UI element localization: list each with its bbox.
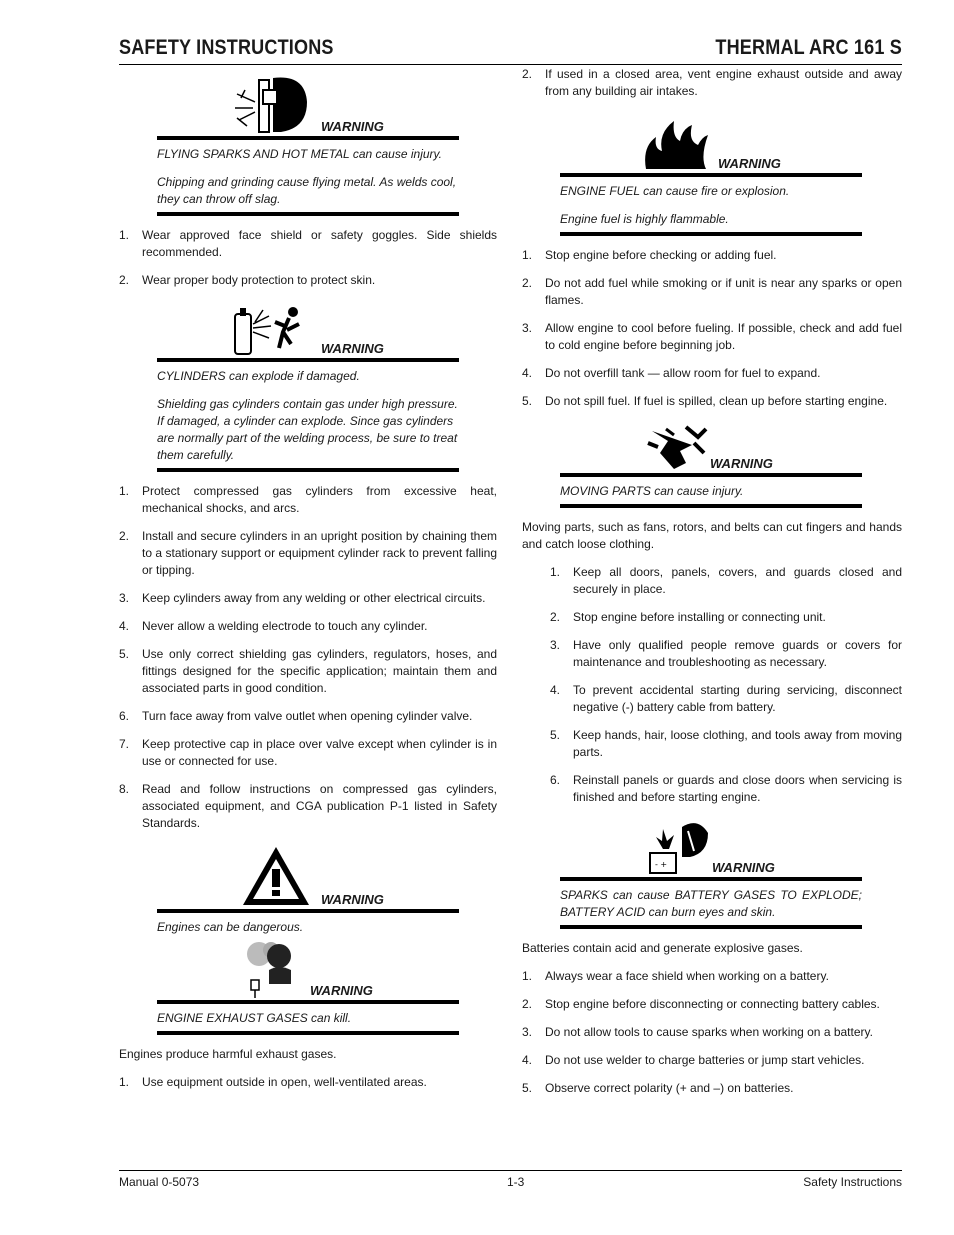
warning-bottom-rule bbox=[560, 925, 862, 929]
page-footer bbox=[119, 1170, 902, 1201]
moving-parts-intro: Moving parts, such as fans, rotors, and belts can cut fingers and hands and catch loose clothing. bbox=[522, 520, 902, 551]
warning-block-cylinders bbox=[157, 300, 459, 472]
list-item: 8. Read and follow instructions on compressed gas cylinders, associated equipment, and CGA publication P-1 listed in Safety Standards. bbox=[119, 782, 497, 830]
list-item: 5. Observe correct polarity (+ and –) on batteries. bbox=[522, 1081, 794, 1095]
list-item: 4. To prevent accidental starting during servicing, disconnect negative (-) battery cable from battery. bbox=[550, 683, 902, 714]
warning-bottom-rule bbox=[157, 468, 459, 472]
exhaust-intro: Engines produce harmful exhaust gases. bbox=[119, 1047, 337, 1061]
warning-bottom-rule bbox=[157, 212, 459, 216]
gas-cylinder-explosion-icon bbox=[233, 304, 313, 356]
page-header bbox=[119, 34, 902, 65]
list-item: 4. Do not overfill tank — allow room for fuel to expand. bbox=[522, 366, 821, 380]
list-item: 1. Keep all doors, panels, covers, and guards closed and securely in place. bbox=[550, 565, 902, 596]
warning-detail: Shielding gas cylinders contain gas under high pressure. If damaged, a cylinder can explode. Since gas cylinders are normally part of the welding process, be sure to treat them carefully. bbox=[157, 397, 458, 462]
warning-text bbox=[157, 913, 459, 940]
warning-headline: FLYING SPARKS AND HOT METAL can cause injury. bbox=[157, 147, 442, 161]
list-item: 3. Keep cylinders away from any welding or other electrical circuits. bbox=[119, 591, 486, 605]
warning-label: WARNING bbox=[718, 156, 781, 171]
warning-block-fuel bbox=[560, 111, 862, 236]
exhaust-gas-icon bbox=[243, 942, 303, 998]
exhaust-instructions-list bbox=[119, 1074, 497, 1091]
warning-block-battery bbox=[560, 817, 862, 929]
warning-headline: SPARKS can cause BATTERY GASES TO EXPLODE; BATTERY ACID can burn eyes and skin. bbox=[560, 888, 862, 919]
battery-intro: Batteries contain acid and generate explosive gases. bbox=[522, 941, 803, 955]
left-column bbox=[119, 66, 497, 1102]
warning-label: WARNING bbox=[321, 341, 384, 356]
moving-parts-hand-icon bbox=[646, 423, 710, 471]
list-item: 2. Wear proper body protection to protect skin. bbox=[119, 273, 376, 287]
warning-detail: Chipping and grinding cause flying metal. As welds cool, they can throw off slag. bbox=[157, 175, 457, 206]
list-item: 1. Always wear a face shield when working on a battery. bbox=[522, 969, 829, 983]
face-shield-icon bbox=[233, 72, 313, 134]
list-item: 3. Do not allow tools to cause sparks when working on a battery. bbox=[522, 1025, 873, 1039]
header-product-title: THERMAL ARC 161 S bbox=[715, 36, 902, 59]
svg-text:- +: - + bbox=[655, 860, 668, 869]
warning-headline: Engines can be dangerous. bbox=[157, 920, 304, 934]
exhaust-instructions-list-continued bbox=[522, 66, 902, 100]
list-item: 2. If used in a closed area, vent engine exhaust outside and away from any building air intakes. bbox=[522, 67, 902, 98]
footer-section-name: Safety Instructions bbox=[803, 1175, 902, 1189]
warning-block-sparks bbox=[157, 66, 459, 216]
warning-text bbox=[560, 881, 862, 925]
list-item: 4. Never allow a welding electrode to touch any cylinder. bbox=[119, 619, 428, 633]
warning-headline: ENGINE EXHAUST GASES can kill. bbox=[157, 1011, 352, 1025]
warning-detail: Engine fuel is highly flammable. bbox=[560, 212, 729, 226]
warning-label: WARNING bbox=[321, 119, 384, 134]
fire-flame-icon bbox=[642, 117, 712, 171]
list-item: 1. Stop engine before checking or adding fuel. bbox=[522, 248, 777, 262]
battery-instructions-list bbox=[522, 968, 902, 1097]
list-item: 1. Wear approved face shield or safety goggles. Side shields recommended. bbox=[119, 228, 497, 259]
list-item: 5. Keep hands, hair, loose clothing, and tools away from moving parts. bbox=[550, 728, 902, 759]
list-item: 5. Use only correct shielding gas cylinders, regulators, hoses, and fittings designed for the specific application; maintain them and associated parts in good condition. bbox=[119, 647, 497, 695]
list-item: 2. Install and secure cylinders in an upright position by chaining them to a stationary support or equipment cylinder rack to prevent falling or tipping. bbox=[119, 529, 497, 577]
cylinders-instructions-list bbox=[119, 483, 497, 832]
warning-bottom-rule bbox=[560, 504, 862, 508]
warning-bottom-rule bbox=[157, 1031, 459, 1035]
warning-text bbox=[157, 1004, 459, 1031]
warning-block-engines bbox=[157, 843, 459, 940]
sparks-instructions-list bbox=[119, 227, 497, 289]
list-item: 5. Do not spill fuel. If fuel is spilled, clean up before starting engine. bbox=[522, 394, 888, 408]
right-column bbox=[522, 66, 902, 1108]
warning-block-moving-parts bbox=[560, 421, 862, 508]
warning-text bbox=[157, 362, 459, 468]
warning-headline: MOVING PARTS can cause injury. bbox=[560, 484, 744, 498]
warning-label: WARNING bbox=[321, 892, 384, 907]
warning-text bbox=[560, 477, 862, 504]
list-item: 2. Stop engine before installing or connecting unit. bbox=[550, 610, 826, 624]
warning-headline: CYLINDERS can explode if damaged. bbox=[157, 369, 360, 383]
list-item: 6. Turn face away from valve outlet when opening cylinder valve. bbox=[119, 709, 473, 723]
list-item: 3. Allow engine to cool before fueling. If possible, check and add fuel to cold engine before beginning job. bbox=[522, 321, 902, 352]
warning-text bbox=[157, 140, 459, 212]
list-item: 7. Keep protective cap in place over valve except when cylinder is in use or connected for use. bbox=[119, 737, 497, 768]
footer-manual-number: Manual 0-5073 bbox=[119, 1175, 200, 1189]
exclamation-triangle-icon bbox=[241, 845, 311, 907]
warning-block-exhaust bbox=[157, 940, 459, 1035]
list-item: 1. Use equipment outside in open, well-ventilated areas. bbox=[119, 1075, 427, 1089]
list-item: 1. Protect compressed gas cylinders from excessive heat, mechanical shocks, and arcs. bbox=[119, 484, 497, 515]
list-item: 3. Have only qualified people remove guards or covers for maintenance and troubleshooting as necessary. bbox=[550, 638, 902, 669]
battery-explosion-icon bbox=[648, 819, 710, 875]
warning-label: WARNING bbox=[710, 456, 773, 471]
list-item: 6. Reinstall panels or guards and close doors when servicing is finished and before starting engine. bbox=[550, 773, 902, 804]
warning-text bbox=[560, 177, 862, 232]
warning-label: WARNING bbox=[712, 860, 775, 875]
fuel-instructions-list bbox=[522, 247, 902, 410]
moving-parts-instructions-list bbox=[550, 564, 902, 806]
warning-headline: ENGINE FUEL can cause fire or explosion. bbox=[560, 184, 790, 198]
list-item: 2. Stop engine before disconnecting or connecting battery cables. bbox=[522, 997, 880, 1011]
footer-page-number: 1-3 bbox=[507, 1175, 525, 1189]
list-item: 4. Do not use welder to charge batteries or jump start vehicles. bbox=[522, 1053, 865, 1067]
warning-label: WARNING bbox=[310, 983, 373, 998]
warning-bottom-rule bbox=[560, 232, 862, 236]
list-item: 2. Do not add fuel while smoking or if unit is near any sparks or open flames. bbox=[522, 276, 902, 307]
header-section-title: SAFETY INSTRUCTIONS bbox=[119, 36, 334, 59]
